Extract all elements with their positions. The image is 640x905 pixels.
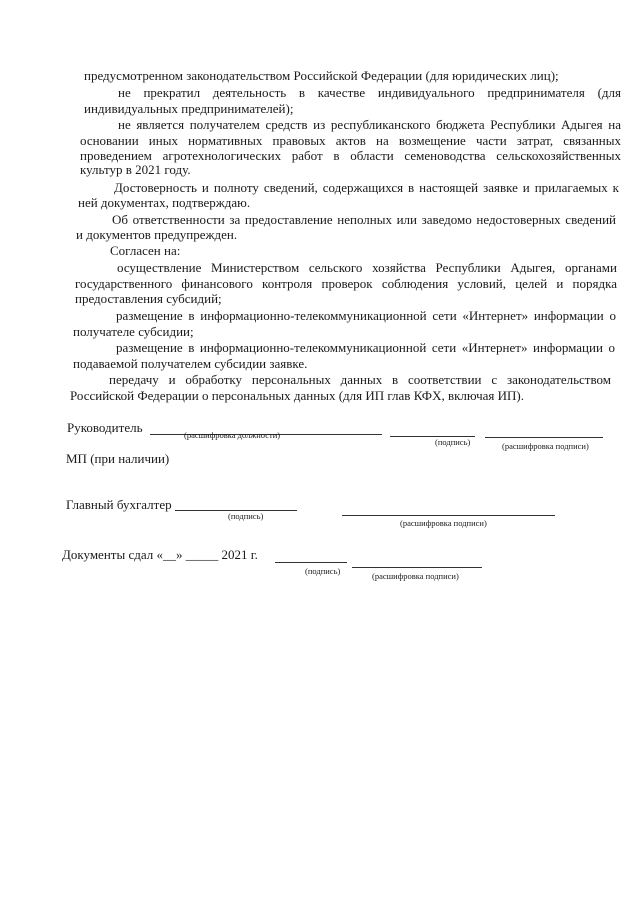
- submitted-decoding-line: [352, 567, 482, 568]
- submitted-label: Документы сдал «__» _____ 2021 г.: [62, 547, 258, 562]
- accountant-label: Главный бухгалтер: [66, 497, 172, 512]
- text-line-1: предусмотренном законодательством Российской Федерации (для юридических лиц);: [84, 68, 559, 83]
- text-line-3: индивидуальных предпринимателей);: [84, 101, 294, 116]
- head-decoding-caption: (расшифровка подписи): [502, 441, 589, 451]
- head-signature-caption: (подпись): [435, 437, 471, 447]
- text-line-11: и документов предупрежден.: [76, 227, 238, 242]
- text-line-16: размещение в информационно-телекоммуникационной сети «Интернет» информации о: [116, 308, 616, 323]
- text-line-19: подаваемой получателем субсидии заявке.: [73, 356, 308, 371]
- text-line-10: Об ответственности за предоставление неполных или заведомо недостоверных сведений: [112, 212, 616, 227]
- position-caption: (расшифровка должности): [184, 430, 281, 440]
- text-line-15: предоставления субсидий;: [75, 291, 222, 306]
- head-label: Руководитель: [67, 420, 143, 435]
- text-line-14: государственного финансового контроля проверок соблюдения условий, целей и порядка: [75, 276, 617, 291]
- submitted-signature-line: [275, 562, 347, 563]
- text-line-20: передачу и обработку персональных данных в соответствии с законодательством: [109, 372, 611, 387]
- text-line-12: Согласен на:: [110, 243, 181, 258]
- accountant-signature-caption: (подпись): [228, 511, 264, 521]
- text-line-8: Достоверность и полноту сведений, содержащихся в настоящей заявке и прилагаемых к: [114, 180, 619, 195]
- text-line-7: культур в 2021 году.: [80, 162, 191, 177]
- stamp-label: МП (при наличии): [66, 451, 170, 466]
- submitted-decoding-caption: (расшифровка подписи): [372, 571, 459, 581]
- text-line-13: осуществление Министерством сельского хозяйства Республики Адыгея, органами: [117, 260, 617, 275]
- head-decoding-line: [485, 437, 603, 438]
- text-line-4: не является получателем средств из республиканского бюджета Республики Адыгея на: [118, 117, 621, 132]
- text-line-18: размещение в информационно-телекоммуникационной сети «Интернет» информации о: [116, 340, 615, 355]
- text-line-2: не прекратил деятельность в качестве индивидуального предпринимателя (для: [118, 85, 621, 100]
- text-line-17: получателе субсидии;: [73, 324, 194, 339]
- accountant-decoding-caption: (расшифровка подписи): [400, 518, 487, 528]
- accountant-decoding-line: [342, 515, 555, 516]
- text-line-6: проведением агротехнологических работ в области семеноводства сельскохозяйственных: [80, 148, 621, 163]
- text-line-9: ней документах, подтверждаю.: [78, 195, 251, 210]
- text-line-21: Российской Федерации о персональных данных (для ИП глав КФХ, включая ИП).: [70, 388, 525, 403]
- text-line-5: основании иных нормативных правовых актов на возмещение части затрат, связанных: [80, 133, 621, 148]
- submitted-signature-caption: (подпись): [305, 566, 341, 576]
